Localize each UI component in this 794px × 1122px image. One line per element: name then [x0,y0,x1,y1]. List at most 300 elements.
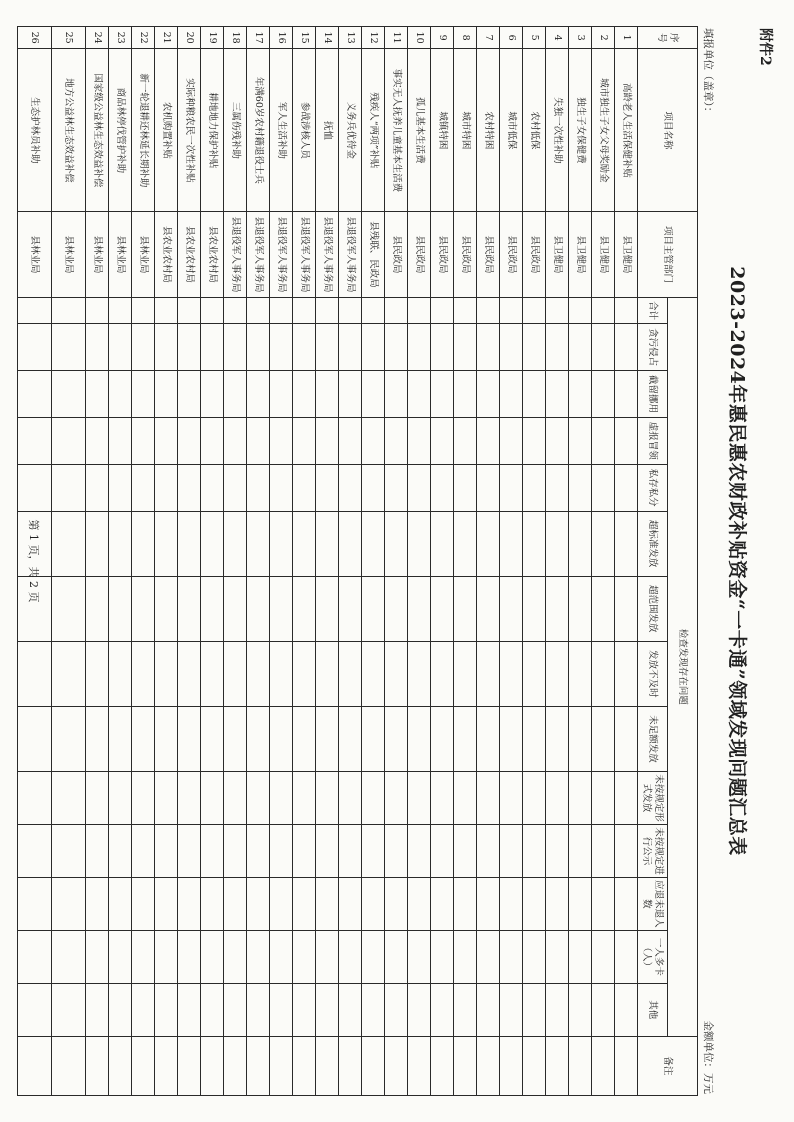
empty-cell[interactable] [52,511,86,576]
empty-cell[interactable] [362,641,385,706]
empty-cell[interactable] [592,825,615,878]
empty-cell[interactable] [109,877,132,930]
empty-cell[interactable] [500,297,523,323]
empty-cell[interactable] [362,983,385,1036]
empty-cell[interactable] [86,324,109,371]
empty-cell[interactable] [201,417,224,464]
empty-cell[interactable] [569,706,592,771]
empty-cell[interactable] [247,1036,270,1095]
empty-cell[interactable] [201,772,224,825]
empty-cell[interactable] [109,825,132,878]
empty-cell[interactable] [201,324,224,371]
empty-cell[interactable] [408,983,431,1036]
empty-cell[interactable] [477,417,500,464]
empty-cell[interactable] [178,1036,201,1095]
empty-cell[interactable] [385,930,408,983]
empty-cell[interactable] [431,983,454,1036]
empty-cell[interactable] [592,297,615,323]
empty-cell[interactable] [385,324,408,371]
empty-cell[interactable] [86,464,109,511]
empty-cell[interactable] [385,511,408,576]
empty-cell[interactable] [339,772,362,825]
empty-cell[interactable] [52,772,86,825]
empty-cell[interactable] [201,464,224,511]
empty-cell[interactable] [132,324,155,371]
empty-cell[interactable] [431,371,454,418]
empty-cell[interactable] [454,983,477,1036]
empty-cell[interactable] [52,930,86,983]
empty-cell[interactable] [201,983,224,1036]
empty-cell[interactable] [500,706,523,771]
empty-cell[interactable] [109,417,132,464]
empty-cell[interactable] [362,825,385,878]
empty-cell[interactable] [615,1036,638,1095]
empty-cell[interactable] [178,983,201,1036]
empty-cell[interactable] [52,706,86,771]
empty-cell[interactable] [500,464,523,511]
empty-cell[interactable] [178,930,201,983]
empty-cell[interactable] [109,371,132,418]
empty-cell[interactable] [477,641,500,706]
empty-cell[interactable] [86,576,109,641]
empty-cell[interactable] [546,371,569,418]
empty-cell[interactable] [454,825,477,878]
empty-cell[interactable] [592,1036,615,1095]
empty-cell[interactable] [178,511,201,576]
empty-cell[interactable] [592,983,615,1036]
empty-cell[interactable] [431,511,454,576]
empty-cell[interactable] [500,576,523,641]
empty-cell[interactable] [270,877,293,930]
empty-cell[interactable] [247,324,270,371]
empty-cell[interactable] [155,983,178,1036]
empty-cell[interactable] [569,1036,592,1095]
empty-cell[interactable] [477,930,500,983]
empty-cell[interactable] [270,297,293,323]
empty-cell[interactable] [523,825,546,878]
empty-cell[interactable] [431,641,454,706]
empty-cell[interactable] [569,983,592,1036]
empty-cell[interactable] [86,772,109,825]
empty-cell[interactable] [546,576,569,641]
empty-cell[interactable] [362,877,385,930]
empty-cell[interactable] [408,772,431,825]
empty-cell[interactable] [52,641,86,706]
empty-cell[interactable] [270,983,293,1036]
empty-cell[interactable] [592,877,615,930]
empty-cell[interactable] [569,877,592,930]
empty-cell[interactable] [454,511,477,576]
empty-cell[interactable] [385,576,408,641]
empty-cell[interactable] [52,983,86,1036]
empty-cell[interactable] [431,825,454,878]
empty-cell[interactable] [132,511,155,576]
empty-cell[interactable] [109,511,132,576]
empty-cell[interactable] [109,576,132,641]
empty-cell[interactable] [132,464,155,511]
empty-cell[interactable] [316,641,339,706]
empty-cell[interactable] [523,1036,546,1095]
empty-cell[interactable] [431,877,454,930]
empty-cell[interactable] [224,511,247,576]
empty-cell[interactable] [500,641,523,706]
empty-cell[interactable] [615,371,638,418]
empty-cell[interactable] [339,576,362,641]
empty-cell[interactable] [86,1036,109,1095]
empty-cell[interactable] [362,297,385,323]
empty-cell[interactable] [293,417,316,464]
empty-cell[interactable] [408,417,431,464]
empty-cell[interactable] [132,371,155,418]
empty-cell[interactable] [385,877,408,930]
empty-cell[interactable] [477,297,500,323]
empty-cell[interactable] [201,877,224,930]
empty-cell[interactable] [362,772,385,825]
empty-cell[interactable] [132,877,155,930]
empty-cell[interactable] [592,511,615,576]
empty-cell[interactable] [477,371,500,418]
empty-cell[interactable] [339,324,362,371]
empty-cell[interactable] [86,983,109,1036]
empty-cell[interactable] [201,511,224,576]
empty-cell[interactable] [86,371,109,418]
empty-cell[interactable] [523,297,546,323]
empty-cell[interactable] [293,297,316,323]
empty-cell[interactable] [500,930,523,983]
empty-cell[interactable] [454,877,477,930]
empty-cell[interactable] [362,371,385,418]
empty-cell[interactable] [247,297,270,323]
empty-cell[interactable] [339,1036,362,1095]
empty-cell[interactable] [86,930,109,983]
empty-cell[interactable] [523,983,546,1036]
empty-cell[interactable] [454,641,477,706]
empty-cell[interactable] [201,825,224,878]
empty-cell[interactable] [523,877,546,930]
empty-cell[interactable] [592,324,615,371]
empty-cell[interactable] [500,511,523,576]
empty-cell[interactable] [523,511,546,576]
empty-cell[interactable] [155,417,178,464]
empty-cell[interactable] [569,511,592,576]
empty-cell[interactable] [408,511,431,576]
empty-cell[interactable] [86,297,109,323]
empty-cell[interactable] [316,511,339,576]
empty-cell[interactable] [316,576,339,641]
empty-cell[interactable] [385,371,408,418]
empty-cell[interactable] [201,706,224,771]
empty-cell[interactable] [362,576,385,641]
empty-cell[interactable] [224,324,247,371]
empty-cell[interactable] [224,877,247,930]
empty-cell[interactable] [201,297,224,323]
empty-cell[interactable] [316,297,339,323]
empty-cell[interactable] [477,1036,500,1095]
empty-cell[interactable] [247,930,270,983]
empty-cell[interactable] [592,706,615,771]
empty-cell[interactable] [615,417,638,464]
empty-cell[interactable] [500,877,523,930]
empty-cell[interactable] [155,297,178,323]
empty-cell[interactable] [52,576,86,641]
empty-cell[interactable] [546,825,569,878]
empty-cell[interactable] [247,371,270,418]
empty-cell[interactable] [316,464,339,511]
empty-cell[interactable] [431,297,454,323]
empty-cell[interactable] [109,983,132,1036]
empty-cell[interactable] [615,576,638,641]
empty-cell[interactable] [132,930,155,983]
empty-cell[interactable] [247,772,270,825]
empty-cell[interactable] [224,772,247,825]
empty-cell[interactable] [201,1036,224,1095]
empty-cell[interactable] [385,772,408,825]
empty-cell[interactable] [408,706,431,771]
empty-cell[interactable] [431,706,454,771]
empty-cell[interactable] [477,706,500,771]
empty-cell[interactable] [132,706,155,771]
empty-cell[interactable] [224,641,247,706]
empty-cell[interactable] [615,706,638,771]
empty-cell[interactable] [109,464,132,511]
empty-cell[interactable] [385,464,408,511]
empty-cell[interactable] [132,983,155,1036]
empty-cell[interactable] [523,371,546,418]
empty-cell[interactable] [362,1036,385,1095]
empty-cell[interactable] [569,576,592,641]
empty-cell[interactable] [86,706,109,771]
empty-cell[interactable] [224,417,247,464]
empty-cell[interactable] [500,983,523,1036]
empty-cell[interactable] [109,1036,132,1095]
empty-cell[interactable] [385,706,408,771]
empty-cell[interactable] [178,324,201,371]
empty-cell[interactable] [178,877,201,930]
empty-cell[interactable] [408,576,431,641]
empty-cell[interactable] [454,772,477,825]
empty-cell[interactable] [339,641,362,706]
empty-cell[interactable] [155,772,178,825]
empty-cell[interactable] [546,464,569,511]
empty-cell[interactable] [569,772,592,825]
empty-cell[interactable] [523,706,546,771]
empty-cell[interactable] [316,1036,339,1095]
empty-cell[interactable] [615,772,638,825]
empty-cell[interactable] [592,930,615,983]
empty-cell[interactable] [178,706,201,771]
empty-cell[interactable] [178,464,201,511]
empty-cell[interactable] [615,825,638,878]
empty-cell[interactable] [569,930,592,983]
empty-cell[interactable] [247,877,270,930]
empty-cell[interactable] [155,576,178,641]
empty-cell[interactable] [155,930,178,983]
empty-cell[interactable] [270,772,293,825]
empty-cell[interactable] [293,464,316,511]
empty-cell[interactable] [546,706,569,771]
empty-cell[interactable] [52,825,86,878]
empty-cell[interactable] [224,825,247,878]
empty-cell[interactable] [546,930,569,983]
empty-cell[interactable] [523,641,546,706]
empty-cell[interactable] [408,1036,431,1095]
empty-cell[interactable] [454,706,477,771]
empty-cell[interactable] [316,371,339,418]
empty-cell[interactable] [270,511,293,576]
empty-cell[interactable] [270,371,293,418]
empty-cell[interactable] [523,464,546,511]
empty-cell[interactable] [546,877,569,930]
empty-cell[interactable] [339,417,362,464]
empty-cell[interactable] [155,641,178,706]
empty-cell[interactable] [500,1036,523,1095]
empty-cell[interactable] [224,983,247,1036]
empty-cell[interactable] [500,371,523,418]
empty-cell[interactable] [293,371,316,418]
empty-cell[interactable] [155,706,178,771]
empty-cell[interactable] [224,576,247,641]
empty-cell[interactable] [362,706,385,771]
empty-cell[interactable] [546,417,569,464]
empty-cell[interactable] [293,706,316,771]
empty-cell[interactable] [477,576,500,641]
empty-cell[interactable] [270,706,293,771]
empty-cell[interactable] [362,324,385,371]
empty-cell[interactable] [224,930,247,983]
empty-cell[interactable] [247,464,270,511]
empty-cell[interactable] [454,464,477,511]
empty-cell[interactable] [339,877,362,930]
empty-cell[interactable] [52,464,86,511]
empty-cell[interactable] [362,464,385,511]
empty-cell[interactable] [546,324,569,371]
empty-cell[interactable] [316,324,339,371]
empty-cell[interactable] [339,983,362,1036]
empty-cell[interactable] [615,930,638,983]
empty-cell[interactable] [155,877,178,930]
empty-cell[interactable] [155,324,178,371]
empty-cell[interactable] [615,877,638,930]
empty-cell[interactable] [52,324,86,371]
empty-cell[interactable] [431,772,454,825]
empty-cell[interactable] [201,641,224,706]
empty-cell[interactable] [477,511,500,576]
empty-cell[interactable] [247,641,270,706]
empty-cell[interactable] [247,706,270,771]
empty-cell[interactable] [546,1036,569,1095]
empty-cell[interactable] [477,825,500,878]
empty-cell[interactable] [316,706,339,771]
empty-cell[interactable] [201,576,224,641]
empty-cell[interactable] [454,324,477,371]
empty-cell[interactable] [454,371,477,418]
empty-cell[interactable] [270,1036,293,1095]
empty-cell[interactable] [569,371,592,418]
empty-cell[interactable] [339,297,362,323]
empty-cell[interactable] [454,930,477,983]
empty-cell[interactable] [477,772,500,825]
empty-cell[interactable] [431,417,454,464]
empty-cell[interactable] [316,877,339,930]
empty-cell[interactable] [224,1036,247,1095]
empty-cell[interactable] [523,417,546,464]
empty-cell[interactable] [385,297,408,323]
empty-cell[interactable] [569,417,592,464]
empty-cell[interactable] [408,371,431,418]
empty-cell[interactable] [247,576,270,641]
empty-cell[interactable] [293,1036,316,1095]
empty-cell[interactable] [132,772,155,825]
empty-cell[interactable] [132,825,155,878]
empty-cell[interactable] [523,772,546,825]
empty-cell[interactable] [224,464,247,511]
empty-cell[interactable] [362,511,385,576]
empty-cell[interactable] [569,641,592,706]
empty-cell[interactable] [477,324,500,371]
empty-cell[interactable] [293,983,316,1036]
empty-cell[interactable] [224,371,247,418]
empty-cell[interactable] [52,417,86,464]
empty-cell[interactable] [339,930,362,983]
empty-cell[interactable] [52,371,86,418]
empty-cell[interactable] [86,877,109,930]
empty-cell[interactable] [477,877,500,930]
empty-cell[interactable] [316,772,339,825]
empty-cell[interactable] [109,641,132,706]
empty-cell[interactable] [178,417,201,464]
empty-cell[interactable] [454,576,477,641]
empty-cell[interactable] [293,576,316,641]
empty-cell[interactable] [247,511,270,576]
empty-cell[interactable] [546,641,569,706]
empty-cell[interactable] [109,324,132,371]
empty-cell[interactable] [408,464,431,511]
empty-cell[interactable] [339,371,362,418]
empty-cell[interactable] [155,511,178,576]
empty-cell[interactable] [293,511,316,576]
empty-cell[interactable] [339,825,362,878]
empty-cell[interactable] [270,464,293,511]
empty-cell[interactable] [546,772,569,825]
empty-cell[interactable] [362,417,385,464]
empty-cell[interactable] [247,825,270,878]
empty-cell[interactable] [109,297,132,323]
empty-cell[interactable] [592,417,615,464]
empty-cell[interactable] [270,930,293,983]
empty-cell[interactable] [224,297,247,323]
empty-cell[interactable] [270,417,293,464]
empty-cell[interactable] [293,930,316,983]
empty-cell[interactable] [385,641,408,706]
empty-cell[interactable] [224,706,247,771]
empty-cell[interactable] [431,576,454,641]
empty-cell[interactable] [339,706,362,771]
empty-cell[interactable] [293,641,316,706]
empty-cell[interactable] [454,1036,477,1095]
empty-cell[interactable] [316,930,339,983]
empty-cell[interactable] [178,772,201,825]
empty-cell[interactable] [431,324,454,371]
empty-cell[interactable] [431,930,454,983]
empty-cell[interactable] [546,511,569,576]
empty-cell[interactable] [569,464,592,511]
empty-cell[interactable] [270,576,293,641]
empty-cell[interactable] [109,772,132,825]
empty-cell[interactable] [477,464,500,511]
empty-cell[interactable] [546,983,569,1036]
empty-cell[interactable] [431,464,454,511]
empty-cell[interactable] [592,641,615,706]
